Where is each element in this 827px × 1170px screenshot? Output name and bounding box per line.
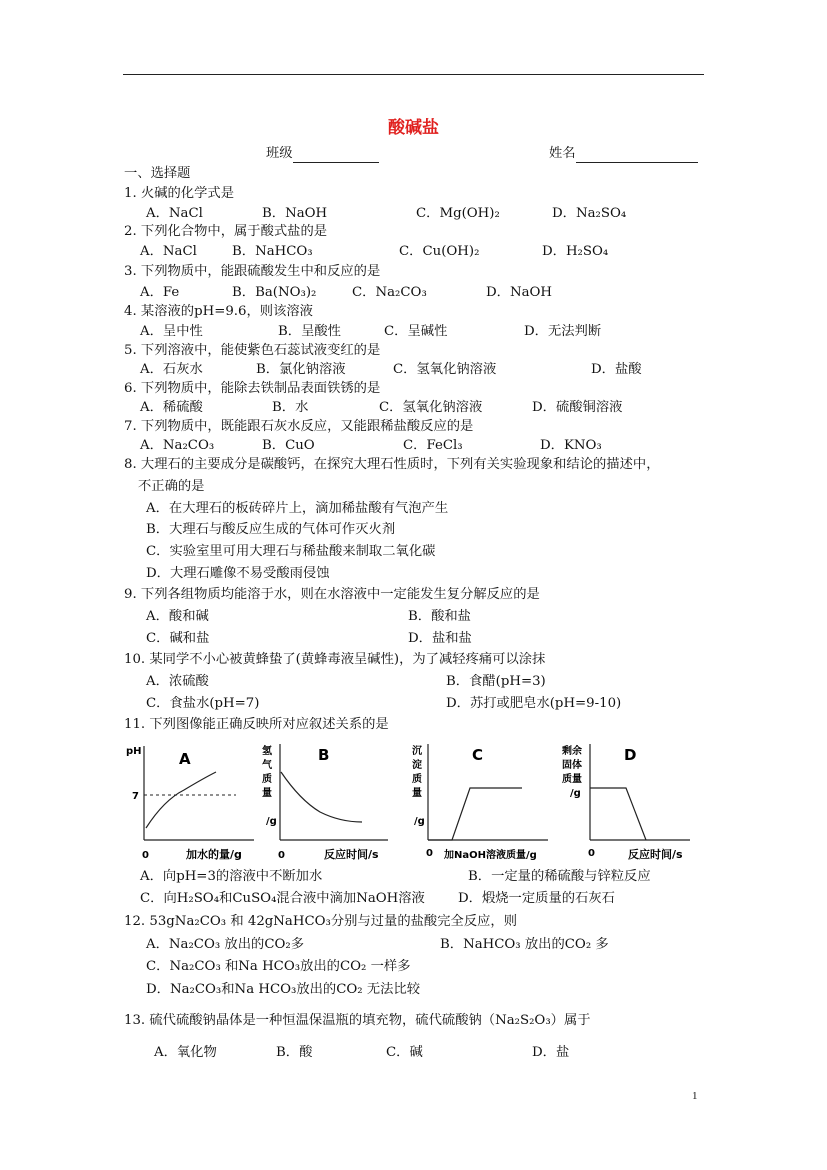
graph-letter: C <box>472 746 484 764</box>
origin-label: 0 <box>426 848 433 859</box>
option-a[interactable]: A．酸和碱 <box>146 609 209 624</box>
x-axis-label: 加水的量/g <box>186 848 242 861</box>
y-label-part: 剩余 <box>562 746 582 757</box>
origin-label: 0 <box>278 850 285 861</box>
option-c[interactable]: C．氢氧化钠溶液 <box>393 362 497 377</box>
curve-d <box>590 788 646 840</box>
page-title: 酸碱盐 <box>388 118 439 138</box>
option-c[interactable]: C．呈碱性 <box>384 324 448 339</box>
option-b[interactable]: B．NaHCO₃ 放出的CO₂ 多 <box>440 937 609 952</box>
option-d[interactable]: D．苏打或肥皂水(pH=9-10) <box>446 696 622 711</box>
y-unit: /g <box>414 816 425 827</box>
curve-c <box>428 788 522 840</box>
y-label-char: 淀 <box>412 760 422 771</box>
x-axis-label: 加NaOH溶液质量/g <box>444 850 537 861</box>
y-label-char: 氢 <box>262 746 272 757</box>
option-c[interactable]: C．FeCl₃ <box>403 438 463 453</box>
option-d[interactable]: D．H₂SO₄ <box>542 244 609 259</box>
option-c[interactable]: C．Mg(OH)₂ <box>416 206 500 221</box>
option-c[interactable]: C．氢氧化钠溶液 <box>379 400 483 415</box>
option-d[interactable]: D．无法判断 <box>524 324 602 339</box>
question-stem: 9. 下列各组物质均能溶于水，则在水溶液中一定能发生复分解反应的是 <box>124 587 540 602</box>
option-b[interactable]: B．NaHCO₃ <box>232 244 313 259</box>
option-d[interactable]: D．盐 <box>532 1045 570 1060</box>
class-field <box>266 145 379 163</box>
name-blank[interactable] <box>576 148 698 163</box>
option-a[interactable]: A．浓硫酸 <box>146 674 209 689</box>
option-c[interactable]: C．实验室里可用大理石与稀盐酸来制取二氧化碳 <box>146 544 436 559</box>
option-c[interactable]: C．向H₂SO₄和CuSO₄混合液中滴加NaOH溶液 <box>140 891 425 906</box>
tick-label: 7 <box>132 791 139 802</box>
option-d[interactable]: D．盐和盐 <box>408 631 472 646</box>
question-stem: 5. 下列溶液中，能使紫色石蕊试液变红的是 <box>124 343 381 358</box>
y-label-part: 固体 <box>562 760 582 771</box>
origin-label: 0 <box>142 850 149 861</box>
option-d[interactable]: D．KNO₃ <box>540 438 602 453</box>
option-d[interactable]: D．盐酸 <box>591 362 642 377</box>
graph-letter: D <box>624 746 637 764</box>
y-unit: /g <box>266 816 277 827</box>
option-b[interactable]: B．酸 <box>276 1045 313 1060</box>
question-stem: 12. 53gNa₂CO₃ 和 42gNaHCO₃分别与过量的盐酸完全反应，则 <box>124 914 518 929</box>
option-d[interactable]: D．NaOH <box>486 285 553 300</box>
question-stem: 6. 下列物质中，能除去铁制品表面铁锈的是 <box>124 381 381 396</box>
option-b[interactable]: B．水 <box>272 400 309 415</box>
question-stem: 3. 下列物质中，能跟硫酸发生中和反应的是 <box>124 264 381 279</box>
option-b[interactable]: B．酸和盐 <box>408 609 471 624</box>
page-number: 1 <box>692 1090 698 1102</box>
option-b[interactable]: B．呈酸性 <box>278 324 341 339</box>
option-a[interactable]: A．呈中性 <box>140 324 203 339</box>
question-stem: 4. 某溶液的pH=9.6，则该溶液 <box>124 304 313 319</box>
graph-letter: A <box>179 750 191 768</box>
option-b[interactable]: B．CuO <box>262 438 315 453</box>
x-axis-label: 反应时间/s <box>628 848 683 861</box>
option-a[interactable]: A．石灰水 <box>140 362 203 377</box>
question-stem: 8. 大理石的主要成分是碳酸钙，在探究大理石性质时，下列有关实验现象和结论的描述中， <box>124 457 660 472</box>
option-c[interactable]: C．Cu(OH)₂ <box>399 244 480 259</box>
question-stem: 13. 硫代硫酸钠晶体是一种恒温保温瓶的填充物，硫代硫酸钠（Na₂S₂O₃）属于 <box>124 1013 591 1028</box>
y-label-char: 质 <box>262 774 272 785</box>
question-stem: 1. 火碱的化学式是 <box>124 186 234 201</box>
option-b[interactable]: B．食醋(pH=3) <box>446 674 546 689</box>
y-axis-label: pH <box>126 746 142 757</box>
y-label-char: 质 <box>412 774 422 785</box>
graph-c[interactable] <box>408 740 556 864</box>
option-b[interactable]: B．一定量的稀硫酸与锌粒反应 <box>468 869 651 884</box>
class-blank[interactable] <box>293 148 379 163</box>
option-b[interactable]: B．氯化钠溶液 <box>256 362 346 377</box>
name-label: 姓名 <box>549 146 576 161</box>
option-a[interactable]: A．在大理石的板砖碎片上，滴加稀盐酸有气泡产生 <box>146 501 449 516</box>
option-a[interactable]: A．NaCl <box>146 206 203 221</box>
option-c[interactable]: C．碱 <box>386 1045 423 1060</box>
option-a[interactable]: A．Na₂CO₃ <box>140 438 215 453</box>
question-stem-cont: 不正确的是 <box>138 479 205 494</box>
curve-a <box>146 772 216 828</box>
y-label-char: 量 <box>262 788 272 799</box>
option-d[interactable]: D．Na₂SO₄ <box>552 206 627 221</box>
origin-label: 0 <box>588 848 595 859</box>
graph-b[interactable] <box>260 740 396 864</box>
graph-d[interactable] <box>560 740 696 864</box>
option-d[interactable]: D．煅烧一定质量的石灰石 <box>458 891 615 906</box>
option-c[interactable]: C．Na₂CO₃ <box>352 285 427 300</box>
option-c[interactable]: C．碱和盐 <box>146 631 210 646</box>
header-rule <box>123 74 704 75</box>
option-b[interactable]: B．Ba(NO₃)₂ <box>232 285 317 300</box>
question-stem: 7. 下列物质中，既能跟石灰水反应，又能跟稀盐酸反应的是 <box>124 419 474 434</box>
option-d[interactable]: D．Na₂CO₃和Na HCO₃放出的CO₂ 无法比较 <box>146 982 421 997</box>
option-c[interactable]: C．Na₂CO₃ 和Na HCO₃放出的CO₂ 一样多 <box>146 959 411 974</box>
question-stem: 2. 下列化合物中，属于酸式盐的是 <box>124 224 328 239</box>
option-b[interactable]: B．大理石与酸反应生成的气体可作灭火剂 <box>146 522 396 537</box>
option-d[interactable]: D．大理石雕像不易受酸雨侵蚀 <box>146 566 330 581</box>
y-unit: /g <box>570 788 581 799</box>
option-c[interactable]: C．食盐水(pH=7) <box>146 696 260 711</box>
option-d[interactable]: D．硫酸铜溶液 <box>532 400 623 415</box>
option-a[interactable]: A．Na₂CO₃ 放出的CO₂多 <box>146 937 305 952</box>
y-label-part: 质量 <box>562 774 582 785</box>
option-a[interactable]: A．Fe <box>140 285 180 300</box>
option-a[interactable]: A．NaCl <box>140 244 197 259</box>
question-stem: 11. 下列图像能正确反映所对应叙述关系的是 <box>124 717 389 732</box>
x-axis-label: 反应时间/s <box>324 848 379 861</box>
question-stem: 10. 某同学不小心被黄蜂蛰了(黄蜂毒液呈碱性)，为了减轻疼痛可以涂抹 <box>124 652 546 667</box>
graph-letter: B <box>318 746 330 764</box>
option-a[interactable]: A．氧化物 <box>154 1045 217 1060</box>
y-label-char: 沉 <box>412 746 422 757</box>
graph-a[interactable] <box>124 740 260 864</box>
option-a[interactable]: A．向pH=3的溶液中不断加水 <box>140 869 323 884</box>
option-b[interactable]: B．NaOH <box>262 206 328 221</box>
class-label: 班级 <box>266 146 293 161</box>
y-label-char: 量 <box>412 788 422 799</box>
curve-b <box>281 772 362 822</box>
y-label-char: 气 <box>262 760 272 771</box>
option-a[interactable]: A．稀硫酸 <box>140 400 203 415</box>
name-field <box>549 145 698 163</box>
section-heading: 一、选择题 <box>124 166 191 181</box>
